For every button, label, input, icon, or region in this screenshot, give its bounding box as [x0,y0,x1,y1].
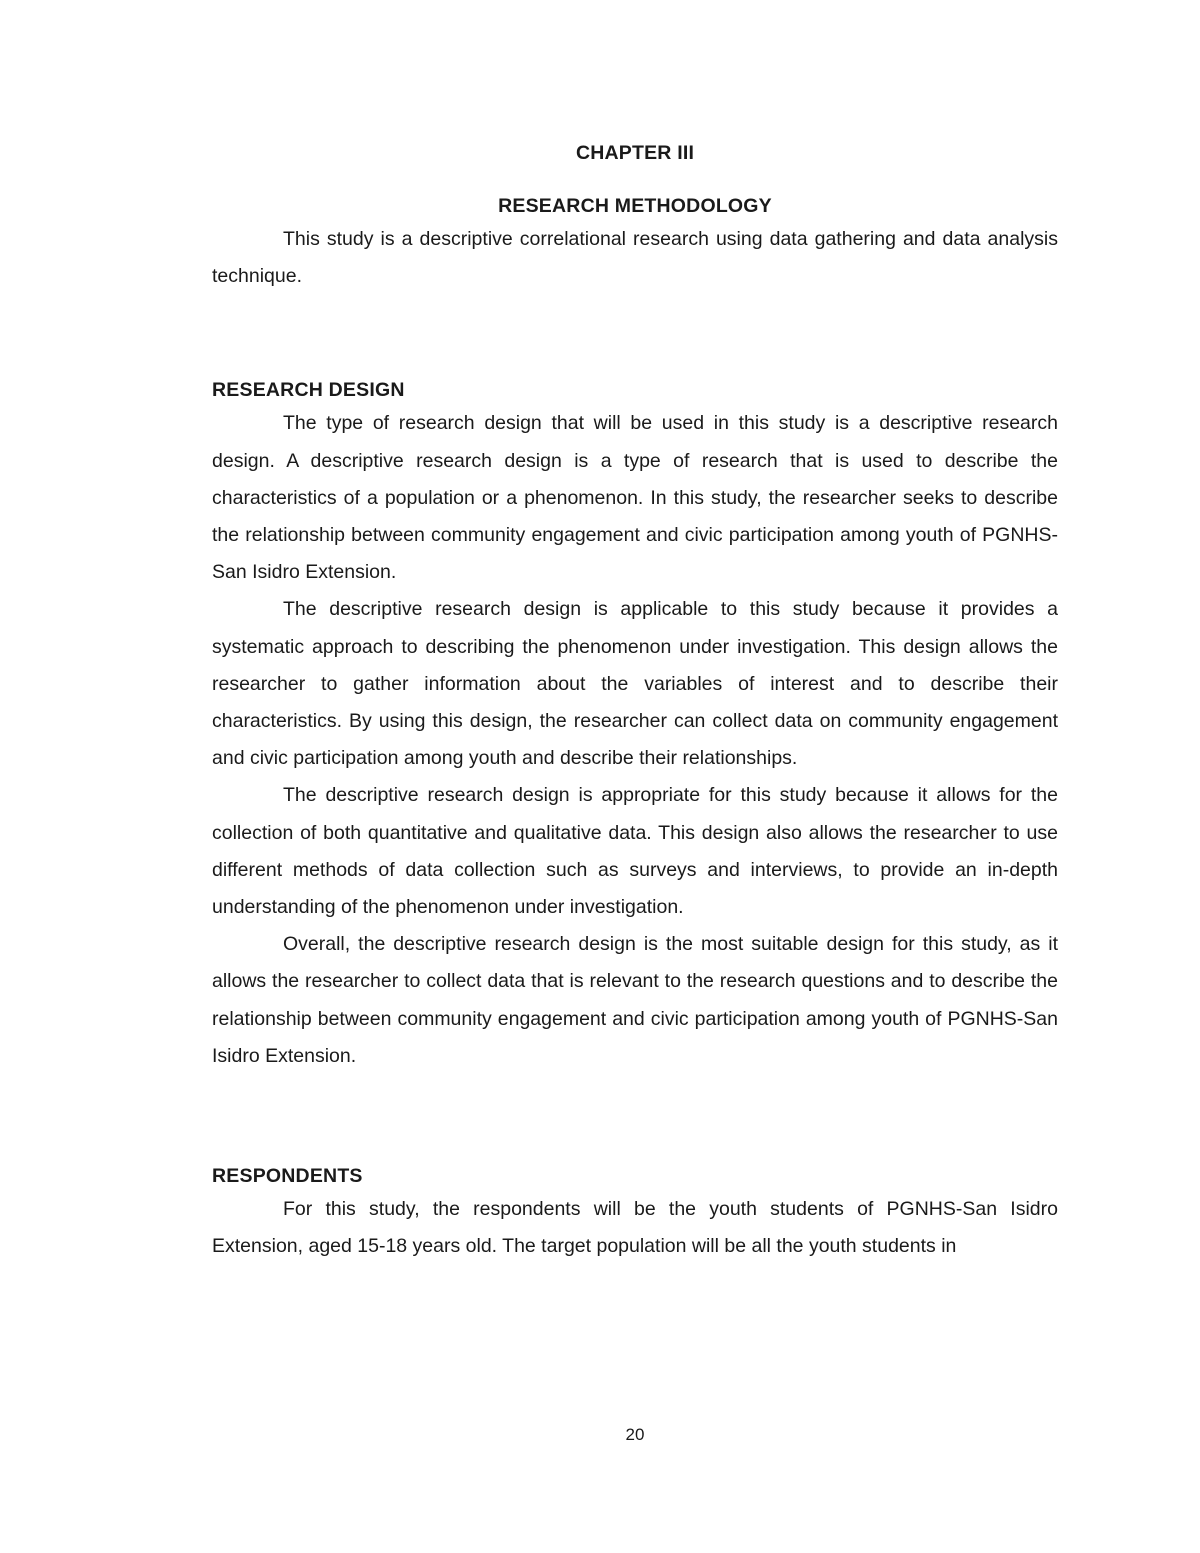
research-design-paragraph-3: The descriptive research design is appropriate for this study because it allows for the collection of both quantitative and qualitative data. This design also allows the researcher to use different methods of data collection such as surveys and interviews, to provide an in-depth understanding of the phenomenon under investigation. [212,784,1058,919]
page-content [212,138,1058,1265]
page-number: 20 [625,1425,645,1444]
intro-paragraph: This study is a descriptive correlational research using data gathering and data analysis technique. [212,228,1058,288]
research-design-heading: RESEARCH DESIGN [212,379,405,402]
research-design-paragraph-1: The type of research design that will be used in this study is a descriptive research design. A descriptive research design is a type of research that is used to describe the characteristics of a population or a phenomenon. In this study, the researcher seeks to describe the relationship between community engagement and civic participation among youth of PGNHS-San Isidro Extension. [212,412,1058,584]
methodology-title: RESEARCH METHODOLOGY [498,195,772,217]
respondents-heading: RESPONDENTS [212,1165,363,1188]
research-design-paragraph-2: The descriptive research design is applicable to this study because it provides a systematic approach to describing the phenomenon under investigation. This design allows the researcher to gather information about the variables of interest and to describe their characteristics. By using this design, the researcher can collect data on community engagement and civic participation among youth and describe their relationships. [212,598,1058,770]
respondents-paragraph: For this study, the respondents will be the youth students of PGNHS-San Isidro Extension, aged 15-18 years old. The target population will be all the youth students in [212,1198,1058,1258]
chapter-title: CHAPTER III [575,142,695,164]
research-design-paragraph-4: Overall, the descriptive research design is the most suitable design for this study, as it allows the researcher to collect data that is relevant to the research questions and to describe the relationship between community engagement and civic participation among youth of PGNHS-San Isidro Extension. [212,933,1058,1067]
